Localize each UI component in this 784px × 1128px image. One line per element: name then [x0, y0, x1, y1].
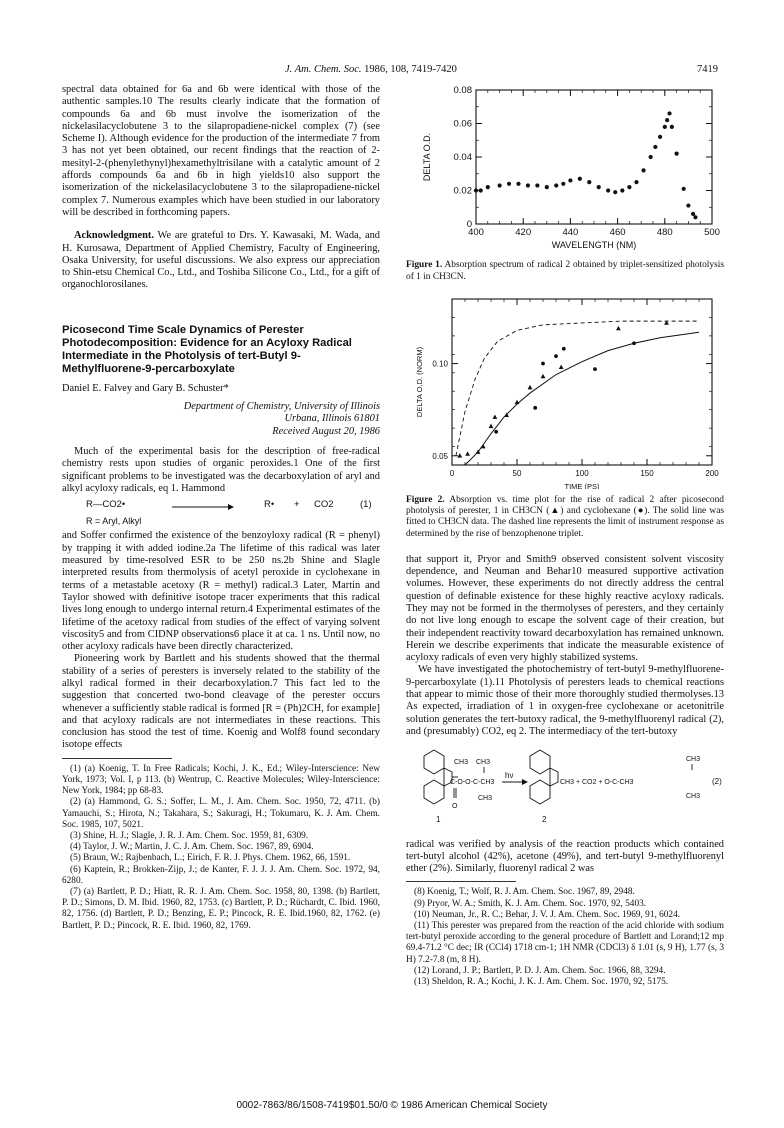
eq1-note: R = Aryl, Alkyl — [86, 516, 142, 527]
plot-frame — [476, 90, 712, 224]
data-point — [545, 185, 549, 189]
footnote: (13) Sheldon, R. A.; Kochi, J. K. J. Am. Chem. Soc. 1970, 92, 5175. — [414, 977, 669, 988]
y-tick-label: 0.08 — [453, 85, 472, 96]
eq1-number: (1) — [360, 499, 372, 511]
data-point — [568, 178, 572, 182]
footnote: (4) Taylor, J. W.; Martin, J. C. J. Am. Chem. Soc. 1967, 89, 6904. — [70, 842, 314, 853]
data-point — [613, 190, 617, 194]
figure-1-caption — [406, 260, 724, 282]
data-point — [634, 180, 638, 184]
figure-2-caption — [406, 495, 724, 540]
ch3-label: CH3 — [478, 795, 493, 803]
data-point — [670, 125, 674, 129]
data-point — [653, 145, 657, 149]
hv-arrow-head — [522, 779, 528, 785]
eq1-plus: + — [294, 499, 300, 511]
data-point — [641, 168, 645, 172]
y-tick-label: 0.10 — [432, 359, 448, 369]
fig2-caption-text: Absorption vs. time plot for the rise of radical 2 after picosecond photolysis of perester, 1 in CH3CN (▲) and cyclohexane (●). The solid line was fitted to CH3CN data. The dashed line represents the limit of instrument response as determined by the rise of benzophenone triplet. — [406, 495, 724, 539]
affiliation-2: Urbana, Illinois 61801 — [284, 413, 380, 425]
data-point-triangle — [481, 444, 486, 448]
data-point-triangle — [559, 364, 564, 368]
carbonyl-o: O — [452, 803, 458, 811]
paragraph: We have investigated the photochemistry of tert-butyl 9-methylfluorene-9-percarboxylate (1).11 Photolysis of peresters leads to chemical reactions that appear to mimic those of their more thoroughly studied thermolyses.13 As expected, irradiation of 1 in oxygen-free cyclohexane or acetonitrile solution generates the tert-butoxy radical, the 9-methylfluorenyl radical (2), and (presumably) CO2, eq 2. The intermediacy of the tert-butoxy — [406, 664, 724, 737]
data-point-triangle — [515, 399, 520, 403]
citation: 1986, 108, 7419-7420 — [364, 64, 457, 75]
y-tick-label: 0.02 — [453, 185, 472, 197]
perester-chain: C-O-O-C-CH3 — [450, 779, 495, 787]
data-point — [554, 354, 558, 358]
data-point — [627, 185, 631, 189]
data-point — [562, 347, 566, 351]
y-tick-label: 0.04 — [453, 152, 472, 163]
data-point — [533, 406, 537, 410]
x-tick-label: 400 — [468, 227, 484, 238]
eq1-reactant: R—CO2• — [86, 499, 126, 511]
fluorene-ring-bottom-2 — [530, 780, 550, 804]
paragraph: Pioneering work by Bartlett and his students showed that the thermal stability of a series of peresters is inversely related to the stability of the alkyl radical formed in their decarboxylation.7 This fact led to the suggestion that concerted two-bond cleavage of the perester occurs whenever a sufficiently stable radical is formed [R = (Ph)2CH, for example] and that acyloxy radicals are not intermediates in these reactions. This conclusion has stood the test of time. Koenig and Wolf8 found secondary isotope effects — [62, 653, 380, 751]
data-point — [474, 188, 478, 192]
data-point-triangle — [465, 451, 470, 455]
x-tick-label: 440 — [562, 227, 579, 238]
x-axis-label: WAVELENGTH (NM) — [551, 240, 637, 250]
ack-heading: Acknowledgment. — [74, 230, 154, 242]
copyright-footer: 0002-7863/86/1508-7419$01.50/0 © 1986 American Chemical Society — [236, 1100, 548, 1111]
eq1-product-radical: R• — [264, 499, 275, 511]
x-tick-label: 500 — [704, 227, 720, 238]
paragraph: radical was verified by analysis of the reaction products which contained tert-butyl alcohol (42%), acetone (49%), and tert-butyl 9-methylfluorenyl ether (2%). Similarly, fluorenyl radical 2 was — [406, 838, 724, 875]
footnote: (8) Koenig, T.; Wolf, R. J. Am. Chem. Soc. 1967, 89, 2948. — [414, 887, 635, 898]
y-tick-label: 0.05 — [432, 451, 448, 461]
instrument-response-curve — [456, 321, 699, 456]
paragraph: and Soffer confirmed the existence of the benzoyloxy radical (R = phenyl) by trapping it with added iodine.2a The lifetime of this radical was later measured by time-resolved ESR to be 250 ns.2b Shine and Slagle interpreted results from thermolysis of acetyl peroxide in cyclohexane in terms of a metastable acetoxy (R = methyl) radical.3 Later, Martin and Taylor showed with definitive isotope tracer experiments that this radical lives long enough to undergo internal return.4 Experimental estimates of the lifetime of the acetoxy radical from studies of the effect of varying solvent viscosity5 and from CIDNP observations6 place it at ca. 1 ns. Until now, no other acyloxy radicals have been directly characterized. — [62, 530, 380, 653]
y-tick-label: 0.06 — [453, 118, 472, 130]
data-point — [658, 135, 662, 139]
footnote: (12) Lorand, J. P.; Bartlett, P. D. J. Am. Chem. Soc. 1966, 88, 3294. — [414, 965, 666, 976]
x-tick-label: 480 — [656, 227, 673, 238]
fluorene-ring-top-2 — [530, 750, 550, 774]
footnote-rule — [406, 881, 516, 882]
x-tick-label: 200 — [705, 468, 719, 478]
right-column — [406, 84, 724, 988]
footnote: (10) Neuman, Jr., R. C.; Behar, J. V. J. Am. Chem. Soc. 1969, 91, 6024. — [414, 909, 681, 920]
data-point — [593, 367, 597, 371]
data-point — [561, 182, 565, 186]
x-tick-label: 150 — [640, 468, 654, 478]
data-point-triangle — [493, 414, 498, 418]
data-point — [597, 185, 601, 189]
footnotes-right — [406, 887, 724, 988]
y-axis-label: DELTA O.D. (NORM) — [415, 346, 424, 417]
data-point-triangle — [541, 374, 546, 378]
footnote: (11) This perester was prepared from the reaction of the acid chloride with sodium tert-butyl peroxide according to the general procedure of Bartlett and Lorand;12 mp 69.4-71.2 °C dec; IR (CCl4) 1718 cm-1; 1H NMR (CDCl3) δ 1.01 (s, 9 H), 1.77 (s, 3 H) 7.2-7.8 (m, 8 H). — [406, 921, 724, 965]
ch3-label: CH3 — [686, 756, 701, 764]
data-point — [535, 183, 539, 187]
data-point — [479, 188, 483, 192]
data-point — [667, 111, 671, 115]
x-tick-label: 50 — [512, 468, 522, 478]
compound-label-2: 2 — [542, 815, 547, 825]
authors: Daniel E. Falvey and Gary B. Schuster* — [62, 382, 229, 394]
paragraph: Much of the experimental basis for the description of free-radical chemistry rests upon studies of organic peroxides.1 One of the first significant problems to be investigated was the decarboxylation of aryl and alkyl acyloxy radicals, eq 1. Hammond — [62, 445, 380, 494]
ch3-label: CH3 — [454, 759, 469, 767]
data-point-triangle — [616, 326, 621, 330]
data-point — [507, 182, 511, 186]
data-point — [486, 185, 490, 189]
data-point — [494, 430, 498, 434]
footnote: (1) (a) Koenig, T. In Free Radicals; Kochi, J. K., Ed.; Wiley-Interscience: New York, 1973; Vol. I, p 113. (b) Wentrup, C. Reactive Molecules; Wiley-Interscience: New York, 1984; pp 68-83. — [62, 763, 380, 797]
hv-label: hν — [505, 771, 514, 781]
fit-curve — [465, 332, 699, 465]
y-axis-label: DELTA O.D. — [422, 132, 432, 182]
received-date: Received August 20, 1986 — [272, 425, 380, 437]
x-tick-label: 420 — [515, 227, 532, 238]
fluorene-ring-top-1 — [424, 750, 444, 774]
figure-1-absorption-spectrum — [406, 84, 724, 254]
fig1-label: Figure 1. — [406, 260, 443, 271]
footnote: (7) (a) Bartlett, P. D.; Hiatt, R. R. J. Am. Chem. Soc. 1958, 80, 1398. (b) Bartlett, P. D.; Simons, D. M. Ibid. 1960, 82, 1753. (c) Bartlett, P. D.; Rüchardt, C. Ibid. 1960, 82, 1756. (d) Bartlett, P. D.; Benzing, E. P.; Pincock, R. E. Ibid.1960, 82, 1762. (e) Bartlett, P. D.; Pincock, R. E. Ibid. 1960, 82, 1769. — [62, 887, 380, 931]
eq1-product-co2: CO2 — [314, 499, 334, 511]
data-point — [587, 180, 591, 184]
footnote: (3) Shine, H. J.; Slagle, J. R. J. Am. Chem. Soc. 1959, 81, 6309. — [70, 830, 309, 841]
x-tick-label: 0 — [449, 468, 455, 478]
ack-body: We are grateful to Drs. Y. Kawasaki, M. Wada, and H. Kurosawa, Department of Applied Chemistry, Faculty of Engineering, Osaka University, for useful discussions. We also express our appreciation to Shin-etsu Chemical Co., Ltd., and Toshiba Silicone Co., Ltd., for a gift of organochlorosilanes. — [62, 230, 380, 291]
paragraph: that support it, Pryor and Smith9 observed consistent solvent viscosity dependence, and Neuman and Behar10 measured supportive activation volumes. However, these experiments do not directly address the central question of definable existence for these highly reactive acyloxy radicals. They may not be formed in the thermolyses of peresters, and they certainly do not live long enough to escape the solvent cage of their creation, but their independent reactivity toward decarboxylation has remained unknown. Herein we describe experiments that indicate the measurable existence of acyloxy radicals of even very highly stabilized systems. — [406, 553, 724, 664]
fig2-label: Figure 2. — [406, 495, 445, 505]
data-point — [516, 182, 520, 186]
data-point-triangle — [489, 423, 494, 427]
data-point — [693, 215, 697, 219]
footnotes-left — [62, 764, 380, 932]
compound-label-1: 1 — [436, 815, 441, 825]
equation-1 — [62, 495, 380, 515]
data-point-triangle — [457, 453, 462, 457]
footnote-rule — [62, 758, 172, 759]
data-point — [682, 187, 686, 191]
data-point — [578, 177, 582, 181]
data-point — [541, 361, 545, 365]
data-point-triangle — [528, 385, 533, 389]
left-column — [62, 84, 380, 932]
data-point — [606, 188, 610, 192]
ch3-label: CH3 — [476, 759, 491, 767]
data-point — [675, 152, 679, 156]
article-title: Picosecond Time Scale Dynamics of Perester Photodecomposition: Evidence for an Acyloxy Radical Intermediate in the Photolysis of tert-Butyl 9-Methylfluorene-9-percarboxylate — [62, 323, 352, 375]
page-number: 7419 — [697, 64, 718, 75]
plot-frame — [452, 299, 712, 465]
fig1-caption-text: Absorption spectrum of radical 2 obtained by triplet-sensitized photolysis of 1 in CH3CN. — [406, 260, 724, 282]
acknowledgment — [62, 230, 380, 291]
ch3-label: CH3 — [686, 793, 701, 801]
products-text: CH3 + CO2 + O-C-CH3 — [560, 779, 634, 787]
fluorene-ring-bottom-1 — [424, 780, 444, 804]
x-tick-label: 460 — [609, 227, 626, 238]
five-ring-2 — [550, 768, 558, 786]
reaction-arrow — [172, 504, 234, 510]
figure-2-rise-plot — [406, 293, 724, 489]
paragraph: spectral data obtained for 6a and 6b were identical with those of the authentic samples.10 The results clearly indicate that the formation of compounds 6a and 6b must involve the isomerization of the nickelasilacyclobutene 3 to the silapropadiene-nickel complex (7) (see Scheme I). Although evidence for the production of the intermediate 7 from 3 has not yet been obtained, our recent findings that the reaction of 2-mesityl-2-(phenylethynyl)hexamethyltrisilane with a catalytic amount of 2 affords compounds 6a and 6b in high yields10 also support the isomerization of the nickelasilacyclobutene 3 to the silapropadiene-nickel complex 7. Numerous examples which have been studied in our laboratory will be described in forthcoming papers. — [62, 84, 380, 218]
data-point — [632, 341, 636, 345]
y-tick-label: 0 — [466, 219, 472, 230]
data-point — [665, 118, 669, 122]
x-axis-label: TIME (PS) — [564, 481, 600, 489]
x-tick-label: 100 — [575, 468, 589, 478]
data-point — [663, 125, 667, 129]
data-point — [686, 203, 690, 207]
affiliation-1: Department of Chemistry, University of Illinois — [183, 401, 380, 413]
data-point — [498, 183, 502, 187]
equation-2-scheme — [406, 742, 724, 830]
data-point — [649, 155, 653, 159]
footnote: (6) Kaptein, R.; Brokken-Zijp, J.; de Kanter, F. J. J. J. Am. Chem. Soc. 1972, 94, 6280. — [62, 864, 380, 886]
footnote: (5) Braun, W.; Rajbenbach, L.; Eirich, F. R. J. Phys. Chem. 1962, 66, 1591. — [70, 853, 351, 864]
eq2-number: (2) — [712, 777, 722, 787]
data-point — [526, 183, 530, 187]
footnote: (2) (a) Hammond, G. S.; Soffer, L. M., J. Am. Chem. Soc. 1950, 72, 4711. (b) Yamauchi, S.; Hirota, N.; Takahara, S.; Sakuragi, H.; Tokumaru, K. J. Am. Chem. Soc. 1985, 107, 5021. — [62, 797, 380, 830]
data-point — [620, 188, 624, 192]
running-header — [285, 64, 457, 75]
journal-name: J. Am. Chem. Soc. — [285, 64, 362, 75]
footnote: (9) Pryor, W. A.; Smith, K. J. Am. Chem. Soc. 1970, 92, 5403. — [414, 898, 647, 909]
data-point — [554, 183, 558, 187]
